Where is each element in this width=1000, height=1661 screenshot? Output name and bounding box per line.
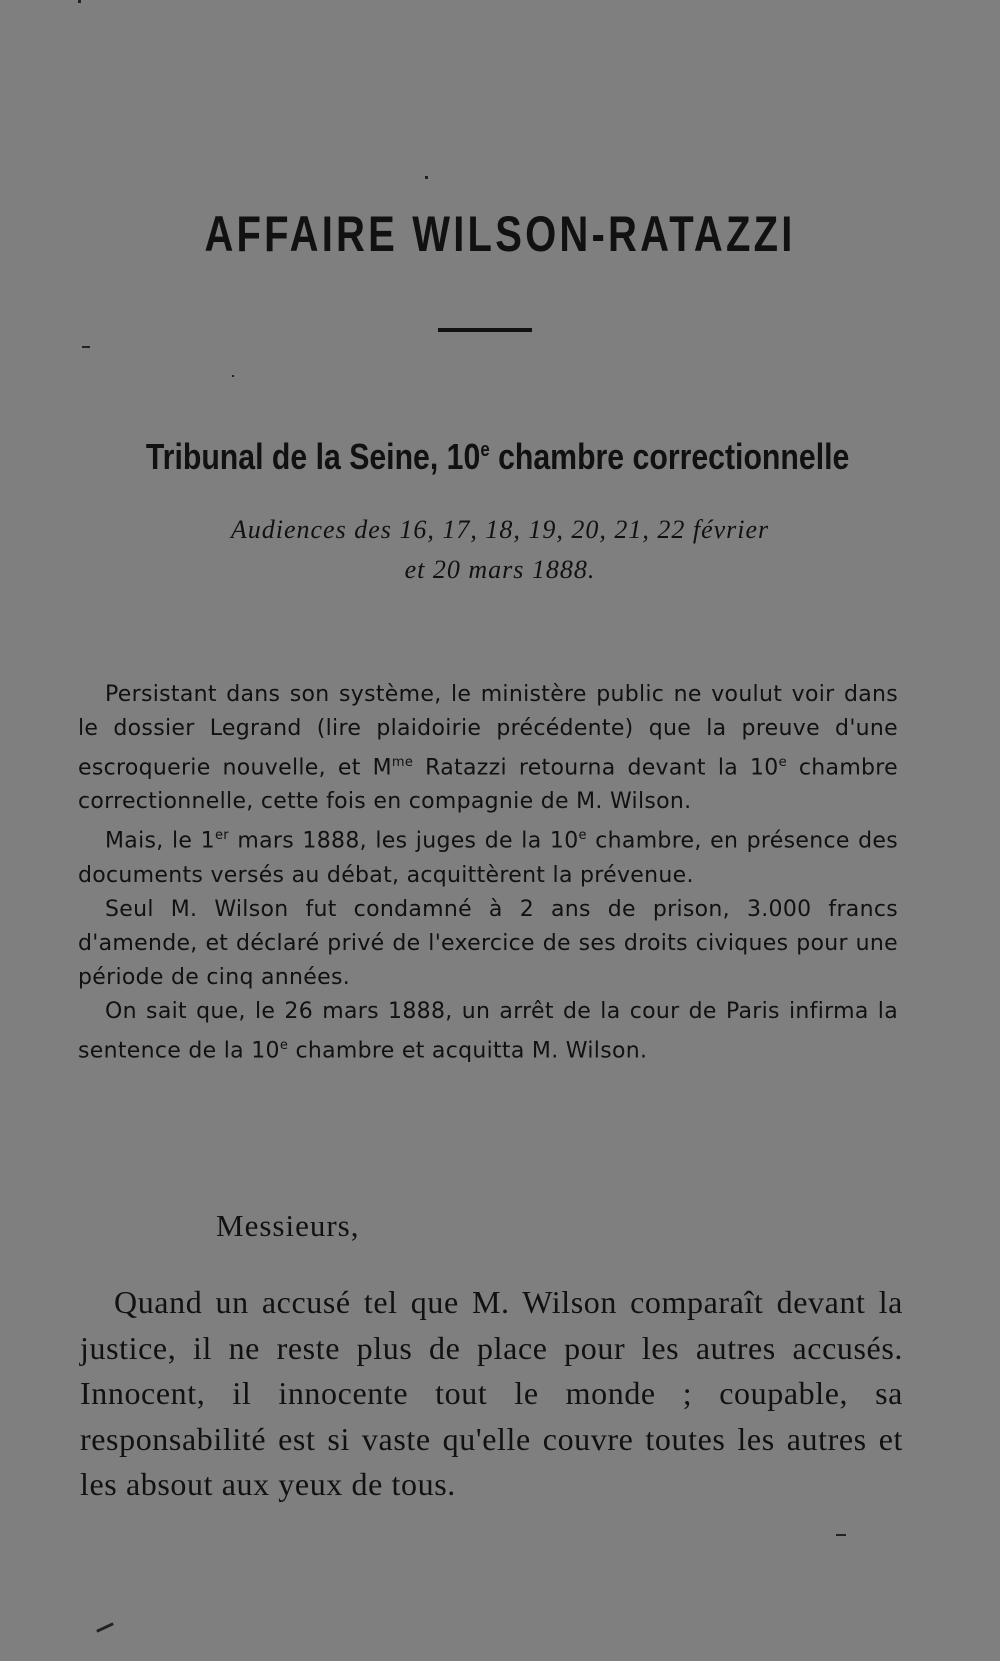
court-heading-suffix: chambre correctionnelle: [489, 436, 850, 477]
salutation: Messieurs,: [216, 1208, 360, 1243]
intro-p2-text-c: chambre, en présence des documents versés au débat, acquittèrent la prévenue.: [78, 828, 898, 888]
speech-paragraph: Quand un accusé tel que M. Wilson comparaît devant la justice, il ne reste plus de place pour les autres accusés. Innocent, il innocente tout le monde ; coupable, sa responsabilité est si vaste qu'elle couvre toutes les autres et les absout aux yeux de tous.: [80, 1284, 903, 1502]
court-heading-prefix: Tribunal de la Seine, 10: [145, 436, 481, 477]
court-heading: [78, 436, 918, 478]
intro-p1-text-c: chambre correctionnelle, cette fois en compagnie de M. Wilson.: [78, 755, 899, 815]
intro-p1-sup-a: me: [391, 755, 414, 770]
intro-paragraph-4: [78, 995, 898, 1068]
scan-speck: [425, 176, 428, 179]
hearing-dates-line-1: Audiences des 16, 17, 18, 19, 20, 21, 22 février: [230, 515, 770, 544]
scan-speck: [82, 346, 90, 348]
intro-p2-text-b: mars 1888, les juges de la 10: [228, 828, 579, 854]
intro-p2-sup-a: er: [214, 828, 229, 844]
court-heading-superscript: e: [480, 439, 490, 461]
intro-p4-sup-a: e: [279, 1037, 289, 1053]
intro-p2-text-a: Mais, le 1: [105, 828, 215, 854]
scan-speck: [836, 1534, 846, 1536]
intro-p4-text-a: On sait que, le 26 mars 1888, un arrêt de la cour de Paris infirma la sentence de la 10: [78, 998, 898, 1063]
intro-text: [78, 678, 898, 1068]
title-divider: [438, 328, 532, 332]
intro-p2-sup-b: e: [578, 828, 587, 844]
intro-p1-sup-b: e: [778, 755, 787, 770]
hearing-dates: [0, 510, 1000, 590]
intro-p4-text-b: chambre et acquitta M. Wilson.: [288, 1037, 648, 1063]
intro-p1-text-b: Ratazzi retourna devant la 10: [413, 755, 779, 781]
intro-paragraph-2: [78, 819, 898, 892]
scan-speck: [78, 0, 81, 3]
intro-p1-text-a: Persistant dans son système, le ministère public ne voulut voir dans le dossier Legrand (lire plaidoirie précédente) que la preuve d'une escroquerie nouvelle, et M: [78, 682, 898, 781]
intro-paragraph-3: Seul M. Wilson fut condamné à 2 ans de prison, 3.000 francs d'amende, et déclaré privé de l'exercice de ses droits civiques pour une période de cinq années.: [78, 896, 898, 990]
intro-paragraph-1: [78, 678, 898, 819]
document-title: AFFAIRE WILSON-RATAZZI: [204, 206, 796, 262]
hearing-dates-line-2: et 20 mars 1888.: [404, 555, 596, 584]
scan-speck: [96, 1622, 114, 1632]
scan-speck: [232, 375, 234, 377]
